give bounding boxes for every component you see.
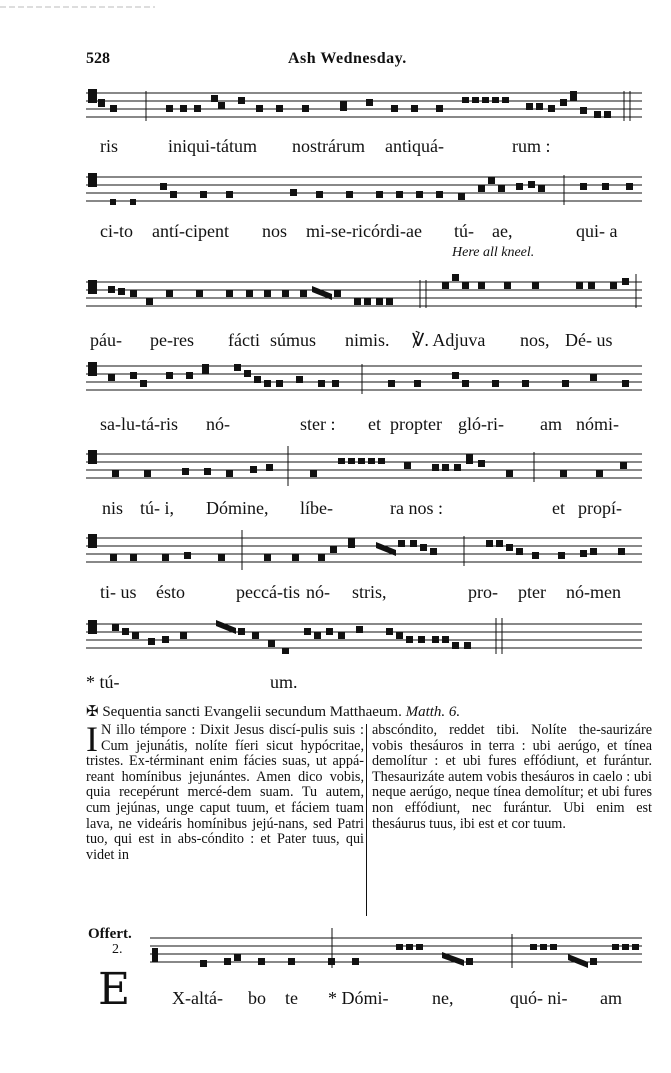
- offertory-initial: E: [98, 964, 131, 1015]
- lyric-syllable: et: [368, 414, 381, 434]
- chant-staff: [150, 928, 642, 968]
- lyric-syllable: páu-: [90, 330, 122, 350]
- lyric-syllable: ris: [100, 136, 118, 156]
- lyric-syllable: líbe-: [300, 498, 333, 518]
- lyric-syllable: pe-res: [150, 330, 194, 350]
- lyric-syllable: am: [600, 988, 622, 1008]
- offertory-label: Offert.: [88, 926, 132, 942]
- lyric-syllable: súmus: [270, 330, 317, 350]
- lyric-syllable: gló-ri-: [458, 414, 504, 434]
- lyric-syllable: am: [540, 414, 562, 434]
- lyric-syllable: tú-: [454, 221, 474, 241]
- lyric-syllable: et: [552, 498, 565, 518]
- lyric-syllable: ℣. Adjuva: [412, 330, 486, 350]
- lyric-syllable: iniqui-tátum: [168, 136, 257, 156]
- lyric-syllable: rum :: [512, 136, 551, 156]
- lyric-syllable: nos,: [520, 330, 550, 350]
- page-number: 528: [86, 50, 110, 67]
- lyric-syllable: sa-lu-tá-ris: [100, 414, 178, 434]
- chant-staff: [86, 358, 642, 398]
- lyric-syllable: Dómine,: [206, 498, 269, 518]
- lyric-syllable: qui- a: [576, 221, 618, 241]
- gospel-left-text: N illo témpore : Dixit Jesus discí-pulis suis : Cum jejunátis, nolíte fíeri sicut hypócritae, tristes. Ex-términant enim fácies suas, ut appá-reant homínibus jejunántes. Amen dico vobis, quia recepérunt mercé-dem suam. Tu autem, cum jejúnas, unge caput tuum, et fáciem tuam lava, ne videáris homínibus jejú-nans, sed Patri tuo, qui est in abs-cóndito : et Pater tuus, qui videt in: [86, 722, 364, 863]
- gospel-right-column: [372, 723, 652, 832]
- rubric-instruction: Here all kneel.: [452, 245, 535, 260]
- lyric-syllable: Dé- us: [565, 330, 613, 350]
- lyric-syllable: stris,: [352, 582, 387, 602]
- lyric-syllable: ésto: [156, 582, 185, 602]
- lyric-syllable: X-altá-: [172, 988, 223, 1008]
- lyric-syllable: * tú-: [86, 672, 120, 692]
- lyric-syllable: ae,: [492, 221, 513, 241]
- lyric-syllable: pter: [518, 582, 546, 602]
- chant-staff: [86, 268, 642, 308]
- gospel-left-column: [86, 719, 364, 863]
- chant-staff: [86, 169, 642, 209]
- lyric-syllable: propí-: [578, 498, 622, 518]
- lyric-syllable: ti- us: [100, 582, 137, 602]
- lyric-syllable: nos: [262, 221, 288, 241]
- chant-staff: [86, 614, 642, 654]
- lyric-syllable: pro-: [468, 582, 498, 602]
- chant-staff: [86, 85, 642, 125]
- lyric-syllable: nó-: [306, 582, 330, 602]
- lyric-syllable: te: [285, 988, 298, 1008]
- lyric-syllable: tú- i,: [140, 498, 174, 518]
- cross-icon: ✠: [86, 704, 99, 720]
- chant-staff: [86, 446, 642, 486]
- offertory-mode: 2.: [112, 942, 123, 957]
- lyric-syllable: bo: [248, 988, 266, 1008]
- gospel-right-text: abscóndito, reddet tibi. Nolíte the-saurizáre vobis thesáuros in terra : ubi aerúgo, et tínea demolítur : et ubi fures effódiunt, et furántur. Thesaurizáte autem vobis thesáuros in caelo : ubi neque aerúgo, neque tínea demolítur; et ubi fures non effódiunt, nec furántur. Ubi enim est thesáurus tuus, ibi est et cor tuum.: [372, 722, 652, 832]
- lyric-syllable: * Dómi-: [328, 988, 389, 1008]
- lyric-syllable: nó-: [206, 414, 230, 434]
- scan-edge-mark: [0, 0, 160, 10]
- gospel-dropcap: I: [86, 719, 98, 759]
- lyric-syllable: ci-to: [100, 221, 133, 241]
- lyric-syllable: nis: [102, 498, 124, 518]
- page-title: Ash Wednesday.: [288, 50, 407, 67]
- lyric-syllable: ne,: [432, 988, 454, 1008]
- gospel-heading-text: Sequentia sancti Evangelii secundum Matthaeum.: [102, 704, 402, 720]
- gospel-heading: [86, 702, 460, 721]
- lyric-syllable: peccá-tis: [236, 582, 300, 602]
- lyric-syllable: nostrárum: [292, 136, 365, 156]
- chant-staff: [86, 530, 642, 570]
- lyric-syllable: fácti: [228, 330, 260, 350]
- lyric-syllable: ra nos :: [390, 498, 443, 518]
- lyric-syllable: quó- ni-: [510, 988, 568, 1008]
- lyric-syllable: nómi-: [576, 414, 619, 434]
- gospel-reference: Matth. 6.: [405, 704, 461, 720]
- lyric-syllable: nimis.: [345, 330, 390, 350]
- lyric-syllable: mi-se-ricórdi-ae: [306, 221, 422, 241]
- column-divider: [366, 724, 367, 916]
- lyric-syllable: um.: [270, 672, 298, 692]
- lyric-syllable: ster :: [300, 414, 336, 434]
- lyric-syllable: antí-cipent: [152, 221, 229, 241]
- lyric-syllable: antiquá-: [385, 136, 444, 156]
- lyric-syllable: propter: [390, 414, 442, 434]
- lyric-syllable: nó-men: [566, 582, 621, 602]
